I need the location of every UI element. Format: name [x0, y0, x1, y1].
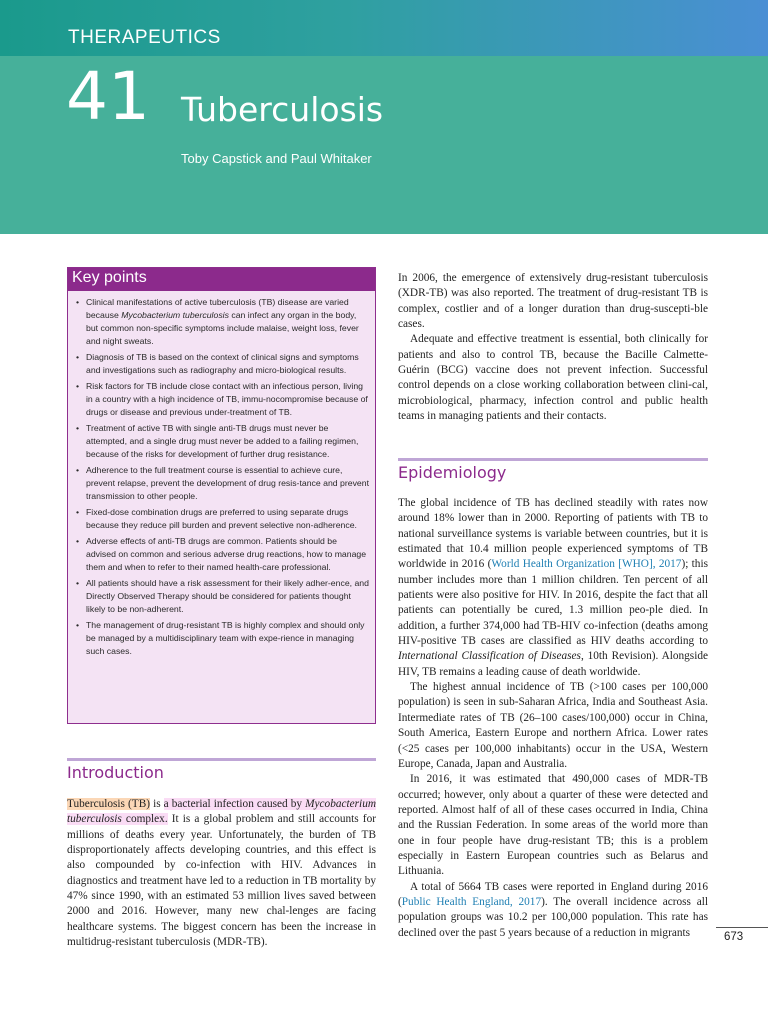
section-name: THERAPEUTICS — [68, 27, 221, 48]
key-points-box — [67, 267, 376, 724]
key-point-item: • Diagnosis of TB is based on the context of clinical signs and symptoms and investigations such as radiography and micro-biological results. — [86, 351, 369, 377]
paragraph: In 2016, it was estimated that 490,000 cases of MDR-TB occurred; however, only about a quarter of these were detected and reported. Almost half of all of these cases occurred in India, China and the Russian Federation. In some areas of the world more than one in four people have drug-resistant TB; this is a problem especially in Eastern European countries such as Belarus and Lithuania. — [398, 773, 708, 878]
key-point-item: • The management of drug-resistant TB is highly complex and should only be managed by a multidisciplinary team with expe-rience in managing such cases. — [86, 619, 369, 658]
key-point-item: • Fixed-dose combination drugs are preferred to using separate drugs because they reduce pill burden and prevent selective non-adherence. — [86, 506, 369, 532]
paragraph: A total of 5664 TB cases were reported in England during 2016 (Public Health England, 2017). The overall incidence across all population groups was 10.2 per 100,000 population. This rate has declined over the past 5 years because of a reduction in migrants — [398, 880, 708, 939]
key-point-item: • Clinical manifestations of active tuberculosis (TB) disease are varied because Mycobacterium tuberculosis can infect any organ in the body, but common non-specific symptoms include malaise, weight loss, fever and night sweats. — [86, 296, 369, 348]
right-column-top — [398, 271, 708, 424]
introduction-heading: Introduction — [67, 763, 164, 782]
paragraph: In 2006, the emergence of extensively drug-resistant tuberculosis (XDR-TB) was also reported. The treatment of drug-resistant TB is complex, costlier and of a longer duration than drug-suscepti-ble cases. — [398, 272, 708, 331]
key-point-item: • Adverse effects of anti-TB drugs are common. Patients should be advised on common and serious adverse drug reactions, how to manage them and when to refer to their named health-care professional. — [86, 535, 369, 574]
chapter-authors: Toby Capstick and Paul Whitaker — [181, 151, 372, 166]
introduction-rule — [67, 758, 376, 761]
key-point-item: • Treatment of active TB with single anti-TB drugs must never be attempted, and a single drug must never be added to a failing regimen, because of the risks for development of further drug resistance. — [86, 422, 369, 461]
paragraph: Adequate and effective treatment is essential, both clinically for patients and also to control TB, because the Bacille Calmette-Guérin (BCG) vaccine does not prevent infection. Successful control depends on a close working collaboration between clini-cal, microbiological, pharmacy, infection control and public health teams in managing patients and their contacts. — [398, 333, 708, 423]
key-points-title: Key points — [68, 268, 375, 291]
epidemiology-heading: Epidemiology — [398, 463, 507, 482]
highlight-definition: a bacterial infection caused by Mycobacterium tuberculosis complex. — [67, 798, 377, 826]
introduction-paragraph: Tuberculosis (TB) is a bacterial infection caused by Mycobacterium tuberculosis complex. It is a global problem and still accounts for millions of deaths every year. Unfortunately, the burden of TB disproportionately affects developing countries, and this effect is also compounded by co-infection with HIV. Advances in diagnostics and treatment have led to a reduction in TB mortality by 47% since 1990, with an estimated 53 million lives saved between 2000 and 2016. However, many new chal-lenges are facing healthcare systems. The biggest concern has been the increase in multidrug-resistant tuberculosis (MDR-TB). — [67, 798, 377, 949]
chapter-number: 41 — [66, 58, 150, 135]
key-point-item: • All patients should have a risk assessment for their likely adher-ence, and Directly Observed Therapy should be considered for patients thought likely to be non-adherent. — [86, 577, 369, 616]
key-point-item: • Adherence to the full treatment course is essential to achieve cure, prevent relapse, prevent the development of drug resis-tance and prevent transmission to other people. — [86, 464, 369, 503]
introduction-text — [67, 797, 376, 950]
paragraph: The highest annual incidence of TB (>100 cases per 100,000 population) is seen in sub-Saharan Africa, India and Southeast Asia. Intermediate rates of TB (26–100 cases/100,000) occur in China, South America, Eastern Europe and northern Africa. Lower rates (<25 cases per 100,000 inhabitants) occur in the USA, Western Europe, Canada, Japan and Australia. — [398, 681, 708, 770]
epidemiology-text — [398, 496, 708, 941]
citation-link[interactable]: Public Health England, 2017 — [401, 895, 542, 908]
chapter-title: Tuberculosis — [181, 90, 384, 129]
key-points-list — [68, 291, 375, 658]
page-number-rule — [716, 927, 768, 928]
paragraph: The global incidence of TB has declined steadily with rates now around 18% lower than in 2000. Reporting of patients with TB to national surveillance systems is variable between countries, but it is estimated that 10.4 million people experienced symptoms of TB worldwide in 2016 (World Health Organization [WHO], 2017); this number includes more than 1 million children. Ten percent of all patients were also positive for HIV. In 2016, despite the fact that all patients can potentially be cured, 1.3 million peo-ple died. In addition, a further 374,000 had TB-HIV co-infection (deaths among HIV-positive TB cases are classified as HIV deaths according to International Classification of Diseases, 10th Revision). Alongside HIV, TB remains a leading cause of death worldwide. — [398, 497, 709, 678]
epidemiology-rule — [398, 458, 708, 461]
citation-link[interactable]: World Health Organization [WHO], 2017 — [491, 558, 682, 571]
key-point-item: • Risk factors for TB include close contact with an infectious person, living in a country with a high incidence of TB, immu-nocompromise because of drugs or disease and previous under-treatment of TB. — [86, 380, 369, 419]
page-number: 673 — [724, 931, 744, 943]
highlight-term: Tuberculosis (TB) — [67, 798, 150, 810]
